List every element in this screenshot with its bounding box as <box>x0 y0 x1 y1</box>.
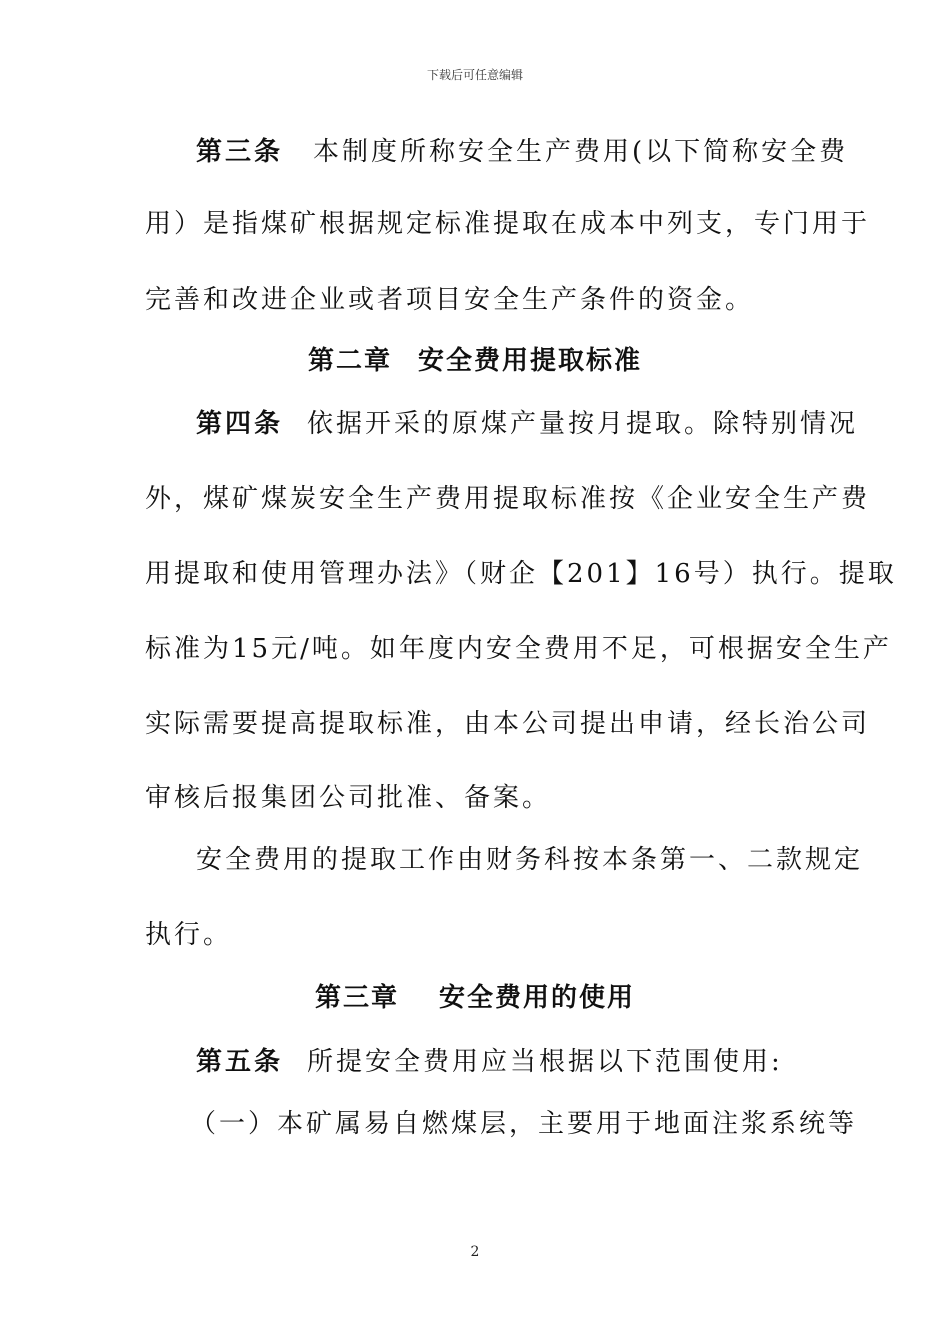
article-3-text-1: 本制度所称安全生产费用(以下简称安全费 <box>313 137 849 167</box>
chapter-2-heading <box>0 343 950 379</box>
chapter-3-heading <box>0 980 950 1016</box>
page-header: 下载后可任意编辑 <box>426 68 523 82</box>
item-1-line-1: （一）本矿属易自燃煤层，主要用于地面注浆系统等 <box>190 1109 858 1139</box>
chapter-2-label: 第二章 <box>307 346 392 376</box>
article-4-label: 第四条 <box>196 409 284 439</box>
article-4-line-1 <box>196 406 859 442</box>
article-4-line-3: 用提取和使用管理办法》（财企【201】16号）执行。提取 <box>145 559 897 589</box>
article-3-line-3: 完善和改进企业或者项目安全生产条件的资金。 <box>145 285 755 315</box>
article-5-label: 第五条 <box>196 1047 284 1077</box>
article-4-line-2: 外，煤矿煤炭安全生产费用提取标准按《企业安全生产费 <box>145 484 871 514</box>
article-4-line-5: 实际需要提高提取标准，由本公司提出申请，经长治公司 <box>145 709 871 739</box>
article-3-label: 第三条 <box>196 137 284 167</box>
extract-para-line-1: 安全费用的提取工作由财务科按本条第一、二款规定 <box>196 845 864 875</box>
page-number: 2 <box>470 1244 480 1260</box>
article-5-text-1: 所提安全费用应当根据以下范围使用: <box>307 1047 783 1077</box>
chapter-2-title: 安全费用提取标准 <box>418 346 643 376</box>
article-3-line-2: 用）是指煤矿根据规定标准提取在成本中列支，专门用于 <box>145 209 871 239</box>
article-4-text-1: 依据开采的原煤产量按月提取。除特别情况 <box>307 409 859 439</box>
article-3-line-1 <box>196 134 849 170</box>
chapter-3-title: 安全费用的使用 <box>439 983 636 1013</box>
article-4-line-4: 标准为15元/吨。如年度内安全费用不足，可根据安全生产 <box>145 634 892 664</box>
article-5-line-1 <box>196 1044 811 1080</box>
extract-para-line-2: 执行。 <box>145 920 233 950</box>
article-4-line-6: 审核后报集团公司批准、备案。 <box>145 783 552 813</box>
chapter-3-label: 第三章 <box>314 983 399 1013</box>
